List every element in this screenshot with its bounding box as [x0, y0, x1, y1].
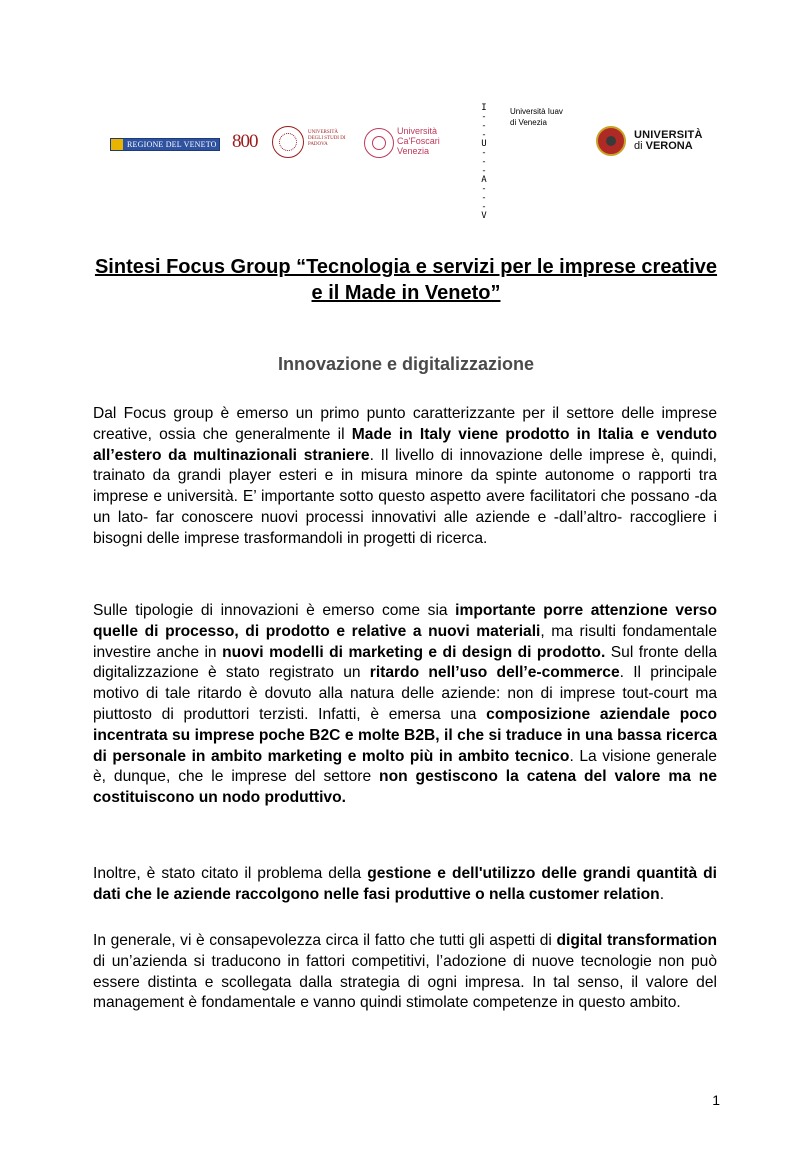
paragraph-2 [93, 601, 717, 809]
text-run: , ma risulti fondamentale investire anche in [93, 622, 717, 661]
paragraph-4 [93, 931, 717, 1014]
padova-seal-icon [272, 126, 304, 158]
iuav-name: Università Iuav di Venezia [510, 107, 563, 127]
verona-university-logo [596, 126, 706, 160]
bold-run: gestione e dell'utilizzo delle grandi quantità di dati che le aziende raccolgono nelle fasi produttive o nella customer relation [93, 865, 717, 903]
regione-veneto-text: REGIONE DEL VENETO [127, 140, 217, 149]
verona-seal-icon [596, 126, 626, 156]
verona-city: VERONA [645, 140, 693, 152]
paragraph-3 [93, 864, 717, 906]
bold-run: ritardo nell’uso dell’e-commerce [369, 664, 620, 682]
lion-of-st-mark-icon [111, 139, 123, 150]
verona-name-line2 [634, 141, 703, 152]
ca-foscari-name: Università Ca'Foscari Venezia [397, 126, 440, 156]
section-heading: Innovazione e digitalizzazione [277, 354, 535, 374]
document-title: Sintesi Focus Group “Tecnologia e servizi per le imprese creative e il Made in Veneto” [94, 256, 718, 304]
text-run: . La visione generale è, dunque, che le imprese del settore [93, 747, 717, 786]
verona-name [634, 130, 703, 152]
bold-run: non gestiscono la catena del valore ma ne costituiscono un nodo produttivo. [93, 768, 718, 807]
bold-run: digital transformation [556, 932, 717, 949]
text-run: In generale, vi è consapevolezza circa il fatto che tutti gli aspetti di [93, 932, 557, 949]
text-run: Sulle tipologie di innovazioni è emerso come sia [93, 602, 456, 619]
text-run: . Il livello di innovazione delle imprese è, quindi, trainato da grandi player esteri e in misura minore da spinte autonome o rapporti tra imprese e università. E’ importante sotto questo aspetto avere facilitatori che possano -da un lato- far conoscere nuovi processi innovativi alle aziende e -dall’altro- raccogliere i bisogni delle imprese trasformandoli in progetti di ricerca. [93, 446, 717, 547]
ca-foscari-logo [364, 124, 454, 160]
verona-di: di [634, 140, 646, 152]
padova-university-name: UNIVERSITÀ DEGLI STUDI DI PADOVA [308, 130, 346, 147]
text-run: Sul fronte della digitalizzazione è stato registrato un [93, 643, 718, 682]
ca-foscari-seal-icon [364, 128, 394, 158]
text-run: di un’azienda si traducono in fattori competitivi, l’adozione di nuove tecnologie non può essere distinta e scollegata dalla strategia di ogni impresa. In tal senso, il valore del management è fondamentale e vanno quindi stimolate competenze in questo ambito. [93, 952, 717, 1012]
regione-veneto-logo [110, 138, 220, 151]
padova-800-mark: 800 [232, 131, 258, 152]
bold-run: Made in Italy viene prodotto in Italia e venduto all’estero da multinazionali straniere [93, 425, 717, 464]
bold-run: nuovi modelli di marketing e di design di prodotto. [222, 643, 606, 661]
logo-strip [0, 100, 812, 221]
verona-name-line1: UNIVERSITÀ [634, 129, 703, 141]
bold-run: importante porre attenzione verso quelle di processo, di prodotto e relative a nuovi materiali [93, 602, 717, 640]
text-run: Inoltre, è stato citato il problema della [93, 865, 368, 882]
text-run: . [659, 885, 665, 903]
text-run: . Il principale motivo di tale ritardo è dovuto alla natura delle aziende: non di imprese tout-court ma piuttosto di produttori terzisti. Infatti, è emersa una [93, 664, 717, 723]
iuav-letters: I - - - U - - - A - - - V [481, 103, 487, 221]
bold-run: composizione aziendale poco incentrata su imprese poche B2C e molte B2B, il che si traduce in una bassa ricerca di personale in ambito marketing e molto più in ambito tecnico [93, 705, 717, 765]
padova-university-logo [232, 126, 344, 160]
text-run: Dal Focus group è emerso un primo punto caratterizzante per il settore delle imprese creative, ossia che generalmente il [93, 405, 717, 443]
paragraph-1 [93, 404, 717, 550]
iuav-logo [476, 103, 586, 221]
page-number: 1 [712, 1092, 720, 1108]
